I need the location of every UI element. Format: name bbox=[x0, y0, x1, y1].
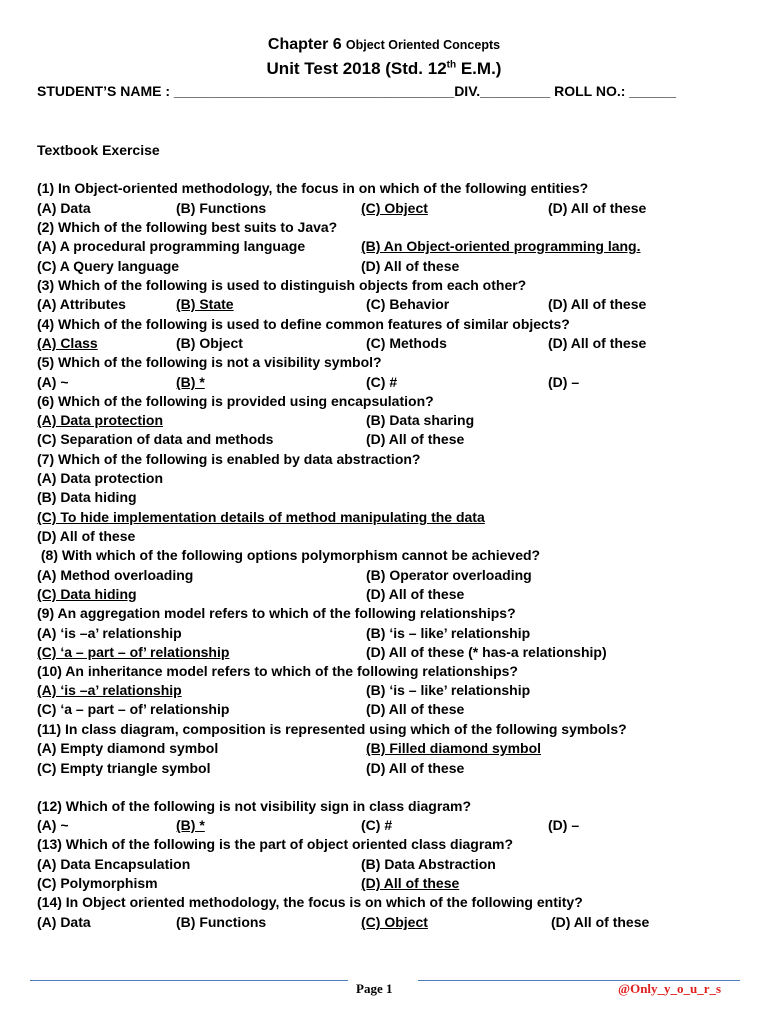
question-14: (14) In Object oriented methodology, the focus is on which of the following entity? bbox=[37, 894, 583, 910]
q11-option-b-answer: (B) Filled diamond symbol bbox=[366, 740, 542, 756]
q9-option-a: (A) ‘is –a’ relationship bbox=[37, 625, 182, 641]
chapter-title bbox=[0, 36, 768, 54]
q3-option-b-answer: (B) State bbox=[176, 296, 234, 312]
q4-option-c: (C) Methods bbox=[366, 335, 447, 351]
q7-option-b: (B) Data hiding bbox=[37, 489, 137, 505]
q12-option-c: (C) # bbox=[361, 817, 393, 833]
q1-option-d: (D) All of these bbox=[548, 200, 647, 216]
q9-option-c-answer: (C) ‘a – part – of’ relationship bbox=[37, 644, 230, 660]
q4-option-d: (D) All of these bbox=[548, 335, 647, 351]
q6-option-c: (C) Separation of data and methods bbox=[37, 431, 274, 447]
question-3: (3) Which of the following is used to distinguish objects from each other? bbox=[37, 277, 527, 293]
q14-option-c-answer: (C) Object bbox=[361, 914, 428, 930]
question-7: (7) Which of the following is enabled by data abstraction? bbox=[37, 451, 421, 467]
question-12: (12) Which of the following is not visibility sign in class diagram? bbox=[37, 798, 472, 814]
question-4: (4) Which of the following is used to define common features of similar objects? bbox=[37, 316, 570, 332]
q12-option-a: (A) ~ bbox=[37, 817, 69, 833]
q11-option-c: (C) Empty triangle symbol bbox=[37, 760, 211, 776]
q2-option-d: (D) All of these bbox=[361, 258, 460, 274]
q13-option-c: (C) Polymorphism bbox=[37, 875, 158, 891]
q1-option-b: (B) Functions bbox=[176, 200, 267, 216]
question-11: (11) In class diagram, composition is represented using which of the following symbols? bbox=[37, 721, 627, 737]
q10-option-a-answer: (A) ‘is –a’ relationship bbox=[37, 682, 182, 698]
q7-option-d: (D) All of these bbox=[37, 528, 136, 544]
q11-option-d: (D) All of these bbox=[366, 760, 465, 776]
question-9: (9) An aggregation model refers to which of the following relationships? bbox=[37, 605, 516, 621]
q4-option-b: (B) Object bbox=[176, 335, 243, 351]
q5-option-a: (A) ~ bbox=[37, 374, 69, 390]
q10-option-b: (B) ‘is – like’ relationship bbox=[366, 682, 531, 698]
q7-option-c-answer: (C) To hide implementation details of method manipulating the data bbox=[37, 509, 485, 525]
q14-option-b: (B) Functions bbox=[176, 914, 267, 930]
q1-option-a: (A) Data bbox=[37, 200, 91, 216]
chapter-number: Chapter 6 bbox=[267, 36, 342, 53]
q3-option-d: (D) All of these bbox=[548, 296, 647, 312]
q5-option-b-answer: (B) * bbox=[176, 374, 205, 390]
q9-option-d: (D) All of these (* has-a relationship) bbox=[366, 644, 607, 660]
question-6: (6) Which of the following is provided using encapsulation? bbox=[37, 393, 434, 409]
q5-option-c: (C) # bbox=[366, 374, 398, 390]
q13-option-d-answer: (D) All of these bbox=[361, 875, 460, 891]
footer-rule-left bbox=[30, 980, 348, 981]
q12-option-d: (D) – bbox=[548, 817, 580, 833]
q8-option-b: (B) Operator overloading bbox=[366, 567, 532, 583]
q13-option-b: (B) Data Abstraction bbox=[361, 856, 496, 872]
q10-option-d: (D) All of these bbox=[366, 701, 465, 717]
q7-option-a: (A) Data protection bbox=[37, 470, 163, 486]
q2-option-a: (A) A procedural programming language bbox=[37, 238, 306, 254]
q11-option-a: (A) Empty diamond symbol bbox=[37, 740, 219, 756]
q4-option-a-answer: (A) Class bbox=[37, 335, 98, 351]
q8-option-a: (A) Method overloading bbox=[37, 567, 194, 583]
question-13: (13) Which of the following is the part of object oriented class diagram? bbox=[37, 836, 514, 852]
page-number: Page 1 bbox=[356, 981, 393, 996]
q6-option-b: (B) Data sharing bbox=[366, 412, 475, 428]
q8-option-c-answer: (C) Data hiding bbox=[37, 586, 137, 602]
test-title: Unit Test 2018 (Std. 12th E.M.) bbox=[266, 59, 502, 78]
q6-option-d: (D) All of these bbox=[366, 431, 465, 447]
q10-option-c: (C) ‘a – part – of’ relationship bbox=[37, 701, 230, 717]
question-1: (1) In Object-oriented methodology, the focus in on which of the following entities? bbox=[37, 180, 589, 196]
chapter-topic: Object Oriented Concepts bbox=[345, 38, 501, 52]
question-8: (8) With which of the following options polymorphism cannot be achieved? bbox=[37, 547, 541, 563]
q3-option-c: (C) Behavior bbox=[366, 296, 450, 312]
q2-option-b-answer: (B) An Object-oriented programming lang. bbox=[361, 238, 641, 254]
q1-option-c-answer: (C) Object bbox=[361, 200, 428, 216]
q2-option-c: (C) A Query language bbox=[37, 258, 180, 274]
q8-option-d: (D) All of these bbox=[366, 586, 465, 602]
q3-option-a: (A) Attributes bbox=[37, 296, 126, 312]
question-5: (5) Which of the following is not a visibility symbol? bbox=[37, 354, 382, 370]
q13-option-a: (A) Data Encapsulation bbox=[37, 856, 191, 872]
q12-option-b-answer: (B) * bbox=[176, 817, 205, 833]
q14-option-a: (A) Data bbox=[37, 914, 91, 930]
section-title: Textbook Exercise bbox=[37, 142, 160, 158]
author-handle: @Only_y_o_u_r_s bbox=[618, 981, 722, 996]
q14-option-d: (D) All of these bbox=[551, 914, 650, 930]
question-10: (10) An inheritance model refers to which of the following relationships? bbox=[37, 663, 518, 679]
q5-option-d: (D) – bbox=[548, 374, 580, 390]
q6-option-a-answer: (A) Data protection bbox=[37, 412, 163, 428]
student-info-line: STUDENT’S NAME : ____________________________________DIV._________ ROLL NO.: ______ bbox=[37, 83, 676, 99]
q9-option-b: (B) ‘is – like’ relationship bbox=[366, 625, 531, 641]
question-2: (2) Which of the following best suits to Java? bbox=[37, 219, 338, 235]
